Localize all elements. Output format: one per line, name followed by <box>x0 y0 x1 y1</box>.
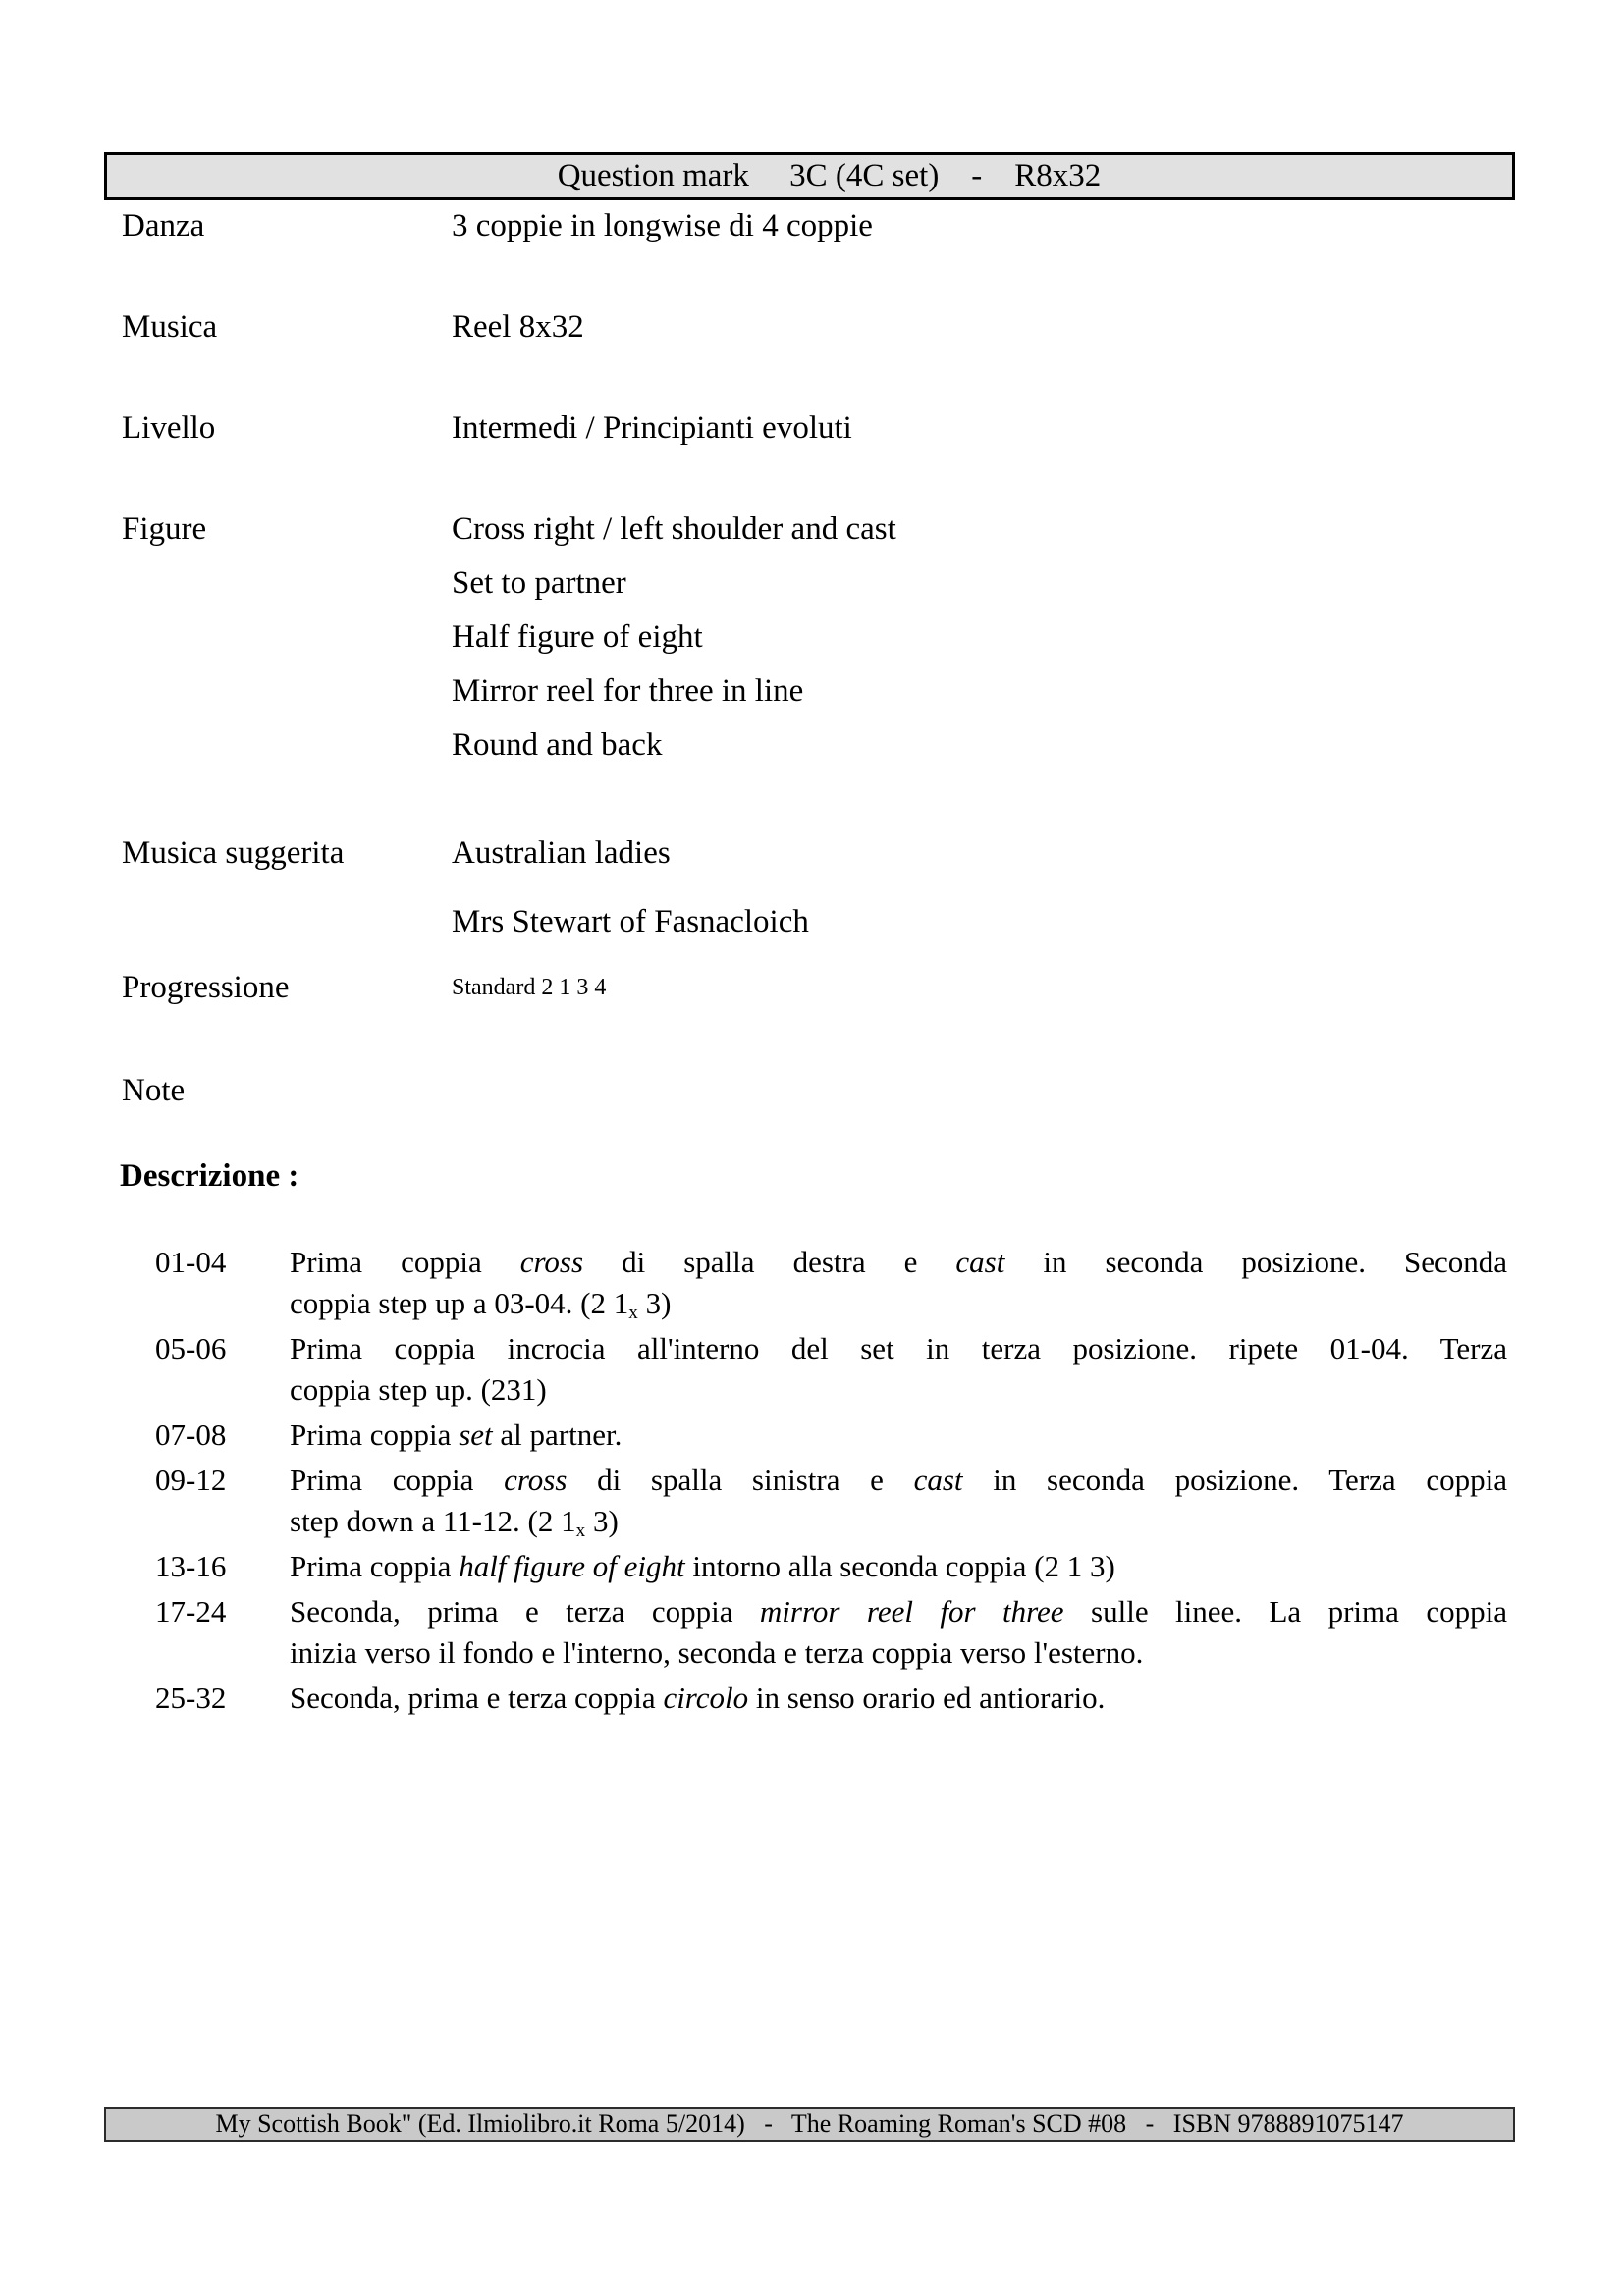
field-values <box>452 300 1516 354</box>
text-segment: in seconda posizione. Terza coppia <box>962 1463 1507 1497</box>
field-values <box>452 199 1516 253</box>
bars-range: 07-08 <box>155 1417 227 1452</box>
item-text <box>290 1546 1507 1587</box>
field-row-danza <box>122 199 1516 253</box>
description-item <box>155 1328 1507 1411</box>
bars-range: 01-04 <box>155 1245 227 1279</box>
field-value: Mirror reel for three in line <box>452 673 804 709</box>
field-row-progressione <box>122 961 1516 1015</box>
field-row-musica-suggerita <box>122 827 1516 949</box>
description-item <box>155 1460 1507 1542</box>
field-value: 3 coppie in longwise di 4 coppie <box>452 208 873 243</box>
text-segment: di spalla destra e <box>583 1245 956 1279</box>
footer-text: My Scottish Book" (Ed. Ilmiolibro.it Roma 5/2014) - The Roaming Roman's SCD #08 - ISBN 9788891075147 <box>215 2109 1404 2138</box>
italic-term: circolo <box>663 1681 749 1715</box>
field-label: Livello <box>122 410 216 446</box>
field-values <box>452 961 1516 1015</box>
field-value: Half figure of eight <box>452 619 703 655</box>
text-segment: Prima coppia <box>290 1417 460 1452</box>
item-text <box>290 1415 1507 1456</box>
field-value: Mrs Stewart of Fasnacloich <box>452 904 809 939</box>
description-item <box>155 1591 1507 1674</box>
field-value: Australian ladies <box>452 835 671 871</box>
item-text <box>290 1242 1507 1324</box>
field-value: Set to partner <box>452 565 626 601</box>
italic-term: set <box>459 1417 493 1452</box>
text-segment: Prima coppia <box>290 1463 505 1497</box>
dance-title: Question mark 3C (4C set) - R8x32 <box>557 158 1102 193</box>
item-line <box>290 1632 1507 1674</box>
bars-range: 05-06 <box>155 1331 227 1365</box>
text-segment: Seconda, prima e terza coppia <box>290 1681 664 1715</box>
description-list <box>155 1242 1507 1723</box>
description-item <box>155 1415 1507 1456</box>
text-segment: coppia step up. (231) <box>290 1372 547 1407</box>
description-item <box>155 1242 1507 1324</box>
item-text <box>290 1460 1507 1542</box>
field-row-musica <box>122 300 1516 354</box>
item-line <box>290 1242 1507 1283</box>
italic-term: cast <box>955 1245 1005 1279</box>
field-label: Note <box>122 1073 186 1108</box>
text-segment: Seconda, prima e terza coppia <box>290 1594 760 1629</box>
text-segment: 3) <box>637 1286 672 1320</box>
italic-term: cross <box>504 1463 568 1497</box>
bars-range: 13-16 <box>155 1549 227 1583</box>
text-segment: step down a 11-12. (2 1 <box>290 1504 576 1538</box>
italic-term: half figure of eight <box>459 1549 685 1583</box>
field-row-livello <box>122 401 1516 455</box>
item-line <box>290 1591 1507 1632</box>
field-values <box>452 401 1516 455</box>
italic-term: mirror reel for three <box>759 1594 1064 1629</box>
field-value: Round and back <box>452 727 663 763</box>
item-line <box>290 1678 1507 1719</box>
item-line <box>290 1501 1507 1542</box>
item-line <box>290 1460 1507 1501</box>
description-heading: Descrizione : <box>120 1158 299 1194</box>
text-segment: in senso orario ed antiorario. <box>748 1681 1106 1715</box>
text-segment: inizia verso il fondo e l'interno, seconda e terza coppia verso l'esterno. <box>290 1635 1144 1670</box>
description-item <box>155 1678 1507 1719</box>
field-value: Cross right / left shoulder and cast <box>452 511 896 547</box>
text-segment: in seconda posizione. Seconda <box>1004 1245 1508 1279</box>
footer-bar <box>104 2107 1515 2142</box>
field-label: Musica suggerita <box>122 835 345 871</box>
bars-range: 09-12 <box>155 1463 227 1497</box>
field-label: Danza <box>122 208 205 243</box>
item-line <box>290 1328 1507 1369</box>
fields-section <box>122 199 1516 1118</box>
bars-range: 25-32 <box>155 1681 227 1715</box>
item-text <box>290 1328 1507 1411</box>
field-label: Progressione <box>122 970 290 1005</box>
text-segment: coppia step up a 03-04. (2 1 <box>290 1286 629 1320</box>
field-label: Musica <box>122 309 218 345</box>
text-segment: Prima coppia <box>290 1549 460 1583</box>
title-bar <box>104 152 1515 200</box>
field-values <box>452 827 1516 949</box>
text-segment: al partner. <box>492 1417 623 1452</box>
italic-term: cross <box>519 1245 584 1279</box>
item-line <box>290 1369 1507 1411</box>
text-segment: sulle linee. La prima coppia <box>1063 1594 1507 1629</box>
text-segment: Prima coppia <box>290 1245 520 1279</box>
item-line <box>290 1546 1507 1587</box>
field-row-figure <box>122 503 1516 773</box>
text-segment: 3) <box>585 1504 619 1538</box>
item-text <box>290 1591 1507 1674</box>
field-value: Intermedi / Principianti evoluti <box>452 410 852 446</box>
subscript-x: x <box>628 1302 638 1323</box>
text-segment: Prima coppia incrocia all'interno del set in terza posizione. ripete 01-04. Terza <box>290 1331 1507 1365</box>
italic-term: cast <box>913 1463 963 1497</box>
field-row-note <box>122 1064 1516 1118</box>
bars-range: 17-24 <box>155 1594 227 1629</box>
text-segment: di spalla sinistra e <box>567 1463 914 1497</box>
item-line <box>290 1283 1507 1324</box>
field-values <box>452 1064 1516 1118</box>
text-segment: intorno alla seconda coppia (2 1 3) <box>684 1549 1115 1583</box>
item-line <box>290 1415 1507 1456</box>
field-value: Reel 8x32 <box>452 309 584 345</box>
description-item <box>155 1546 1507 1587</box>
item-text <box>290 1678 1507 1719</box>
field-value: Standard 2 1 3 4 <box>452 975 607 1000</box>
field-label: Figure <box>122 511 207 547</box>
subscript-x: x <box>575 1520 586 1541</box>
field-values <box>452 503 1516 773</box>
